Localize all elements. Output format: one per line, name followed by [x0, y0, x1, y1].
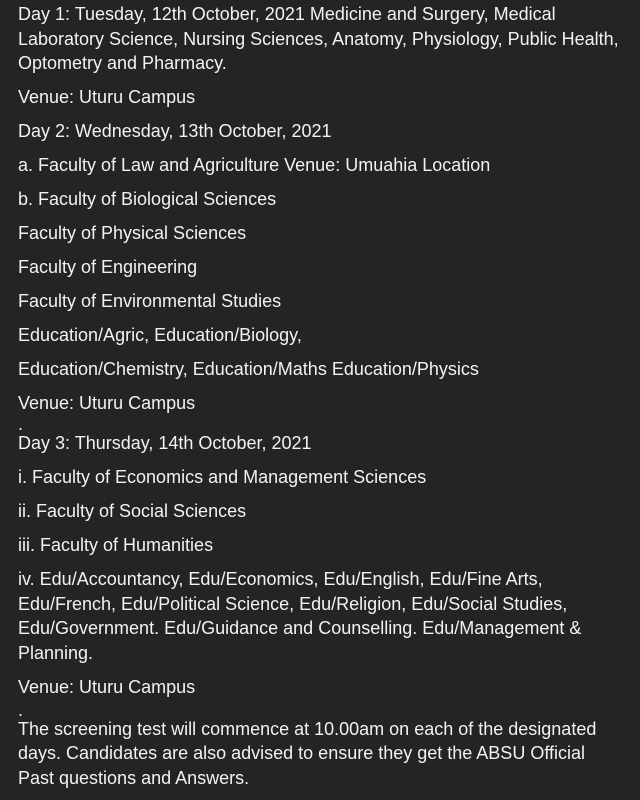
day2-item: Faculty of Physical Sciences: [18, 223, 247, 243]
day2-item: Education/Chemistry, Education/Maths Education/Physics: [18, 359, 479, 379]
day3-item: ii. Faculty of Social Sciences: [18, 501, 247, 521]
day3-item: iv. Edu/Accountancy, Edu/Economics, Edu/English, Edu/Fine Arts, Edu/French, Edu/Political Science, Edu/Religion, Edu/Social Studies, Edu/Government. Edu/Guidance and Counselling. Edu/Management & Planning.: [18, 569, 582, 663]
day2-item: Education/Agric, Education/Biology,: [18, 325, 302, 345]
day1-venue: Venue: Uturu Campus: [18, 87, 196, 107]
day3-item: iii. Faculty of Humanities: [18, 535, 214, 555]
separator-dot: .: [18, 414, 24, 434]
day2-item: Faculty of Engineering: [18, 257, 198, 277]
day2-heading: Day 2: Wednesday, 13th October, 2021: [18, 121, 332, 141]
day3-item: i. Faculty of Economics and Management Sciences: [18, 467, 427, 487]
day2-venue: Venue: Uturu Campus: [18, 393, 196, 413]
separator-dot: .: [18, 699, 24, 720]
day2-item: a. Faculty of Law and Agriculture Venue: Umuahia Location: [18, 155, 491, 175]
day3-venue: Venue: Uturu Campus: [18, 676, 196, 697]
day1-heading: Day 1: Tuesday, 12th October, 2021 Medicine and Surgery, Medical Laboratory Science, Nursing Sciences, Anatomy, Physiology, Public Health, Optometry and Pharmacy.: [18, 4, 619, 73]
closing-note: The screening test will commence at 10.00am on each of the designated days. Candidates are also advised to ensure they get the ABSU Official Past questions and Answers.: [18, 718, 597, 788]
article-body: [18, 2, 626, 800]
day2-item: b. Faculty of Biological Sciences: [18, 189, 277, 209]
day2-item: Faculty of Environmental Studies: [18, 291, 282, 311]
day3-heading: Day 3: Thursday, 14th October, 2021: [18, 433, 312, 453]
